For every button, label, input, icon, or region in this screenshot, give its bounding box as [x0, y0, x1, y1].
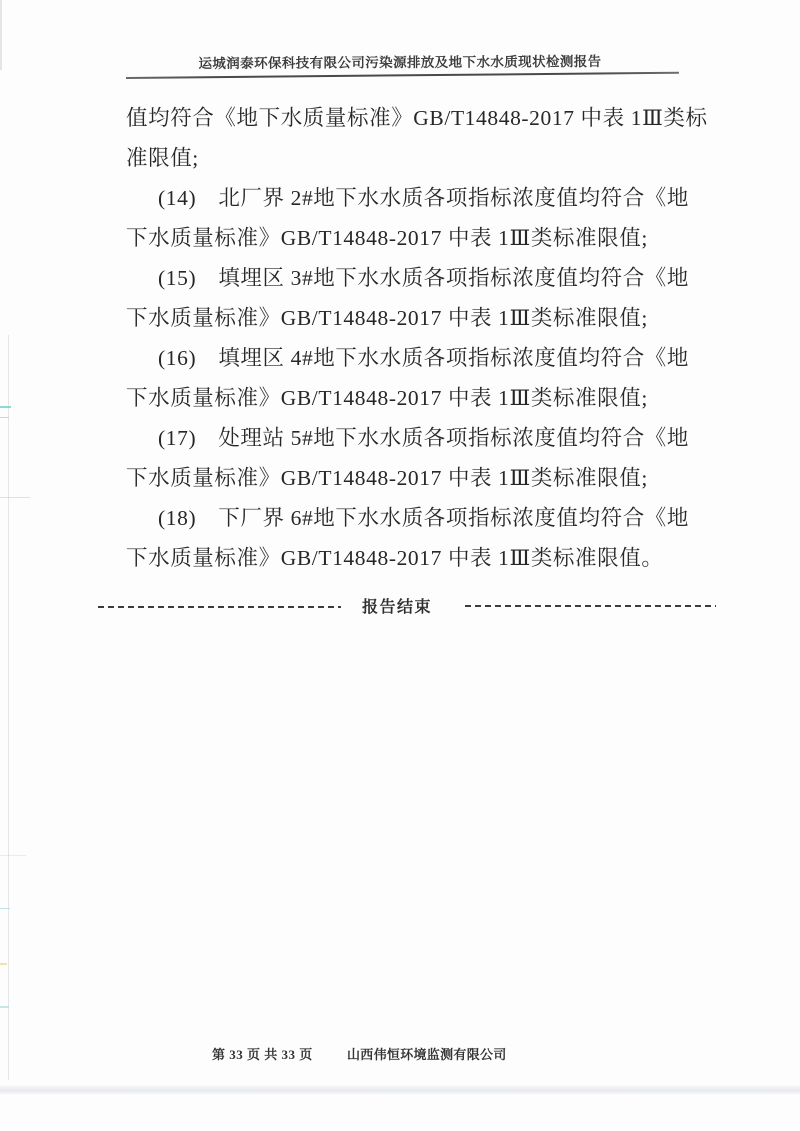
report-end-label: 报告结束: [362, 599, 433, 616]
report-body: [126, 98, 708, 578]
body-line: 下水质量标准》GB/T14848-2017 中表 1Ⅲ类标准限值。: [126, 546, 664, 570]
scan-artifact-hairline: [0, 497, 30, 498]
scan-artifact-pink-tick: [0, 417, 9, 418]
body-line: 下水质量标准》GB/T14848-2017 中表 1Ⅲ类标准限值;: [126, 306, 648, 330]
body-line: 准限值;: [126, 146, 199, 170]
report-header-title: 运城润泰环保科技有限公司污染源排放及地下水水质现状检测报告: [198, 53, 602, 72]
scan-artifact-bottom-band: [0, 1085, 800, 1095]
header-rule: [126, 72, 679, 79]
scan-artifact-cyan-tick: [0, 1006, 9, 1008]
body-line: (14) 北厂界 2#地下水水质各项指标浓度值均符合《地: [158, 186, 689, 210]
end-dash-left: [98, 606, 341, 608]
scan-artifact-yellow-tick: [0, 963, 7, 965]
scan-artifact-vertical-line: [8, 335, 9, 1080]
body-line: (15) 填埋区 3#地下水水质各项指标浓度值均符合《地: [158, 266, 689, 290]
body-line: (16) 填埋区 4#地下水水质各项指标浓度值均符合《地: [158, 346, 689, 370]
end-dash-right: [465, 605, 716, 607]
scan-artifact-cyan-tick: [0, 406, 11, 408]
footer-page-number: 第 33 页 共 33 页: [212, 1047, 313, 1062]
body-line: 下水质量标准》GB/T14848-2017 中表 1Ⅲ类标准限值;: [126, 466, 648, 490]
body-line: 下水质量标准》GB/T14848-2017 中表 1Ⅲ类标准限值;: [126, 386, 648, 410]
body-line: 下水质量标准》GB/T14848-2017 中表 1Ⅲ类标准限值;: [126, 226, 648, 250]
body-line: (17) 处理站 5#地下水水质各项指标浓度值均符合《地: [158, 426, 689, 450]
body-line: (18) 下厂界 6#地下水水质各项指标浓度值均符合《地: [158, 506, 689, 530]
scan-artifact-cyan-tick: [0, 908, 10, 909]
body-line: 值均符合《地下水质量标准》GB/T14848-2017 中表 1Ⅲ类标: [126, 106, 708, 130]
scan-artifact-hairline: [0, 855, 26, 856]
footer-company-name: 山西伟恒环境监测有限公司: [347, 1047, 507, 1062]
